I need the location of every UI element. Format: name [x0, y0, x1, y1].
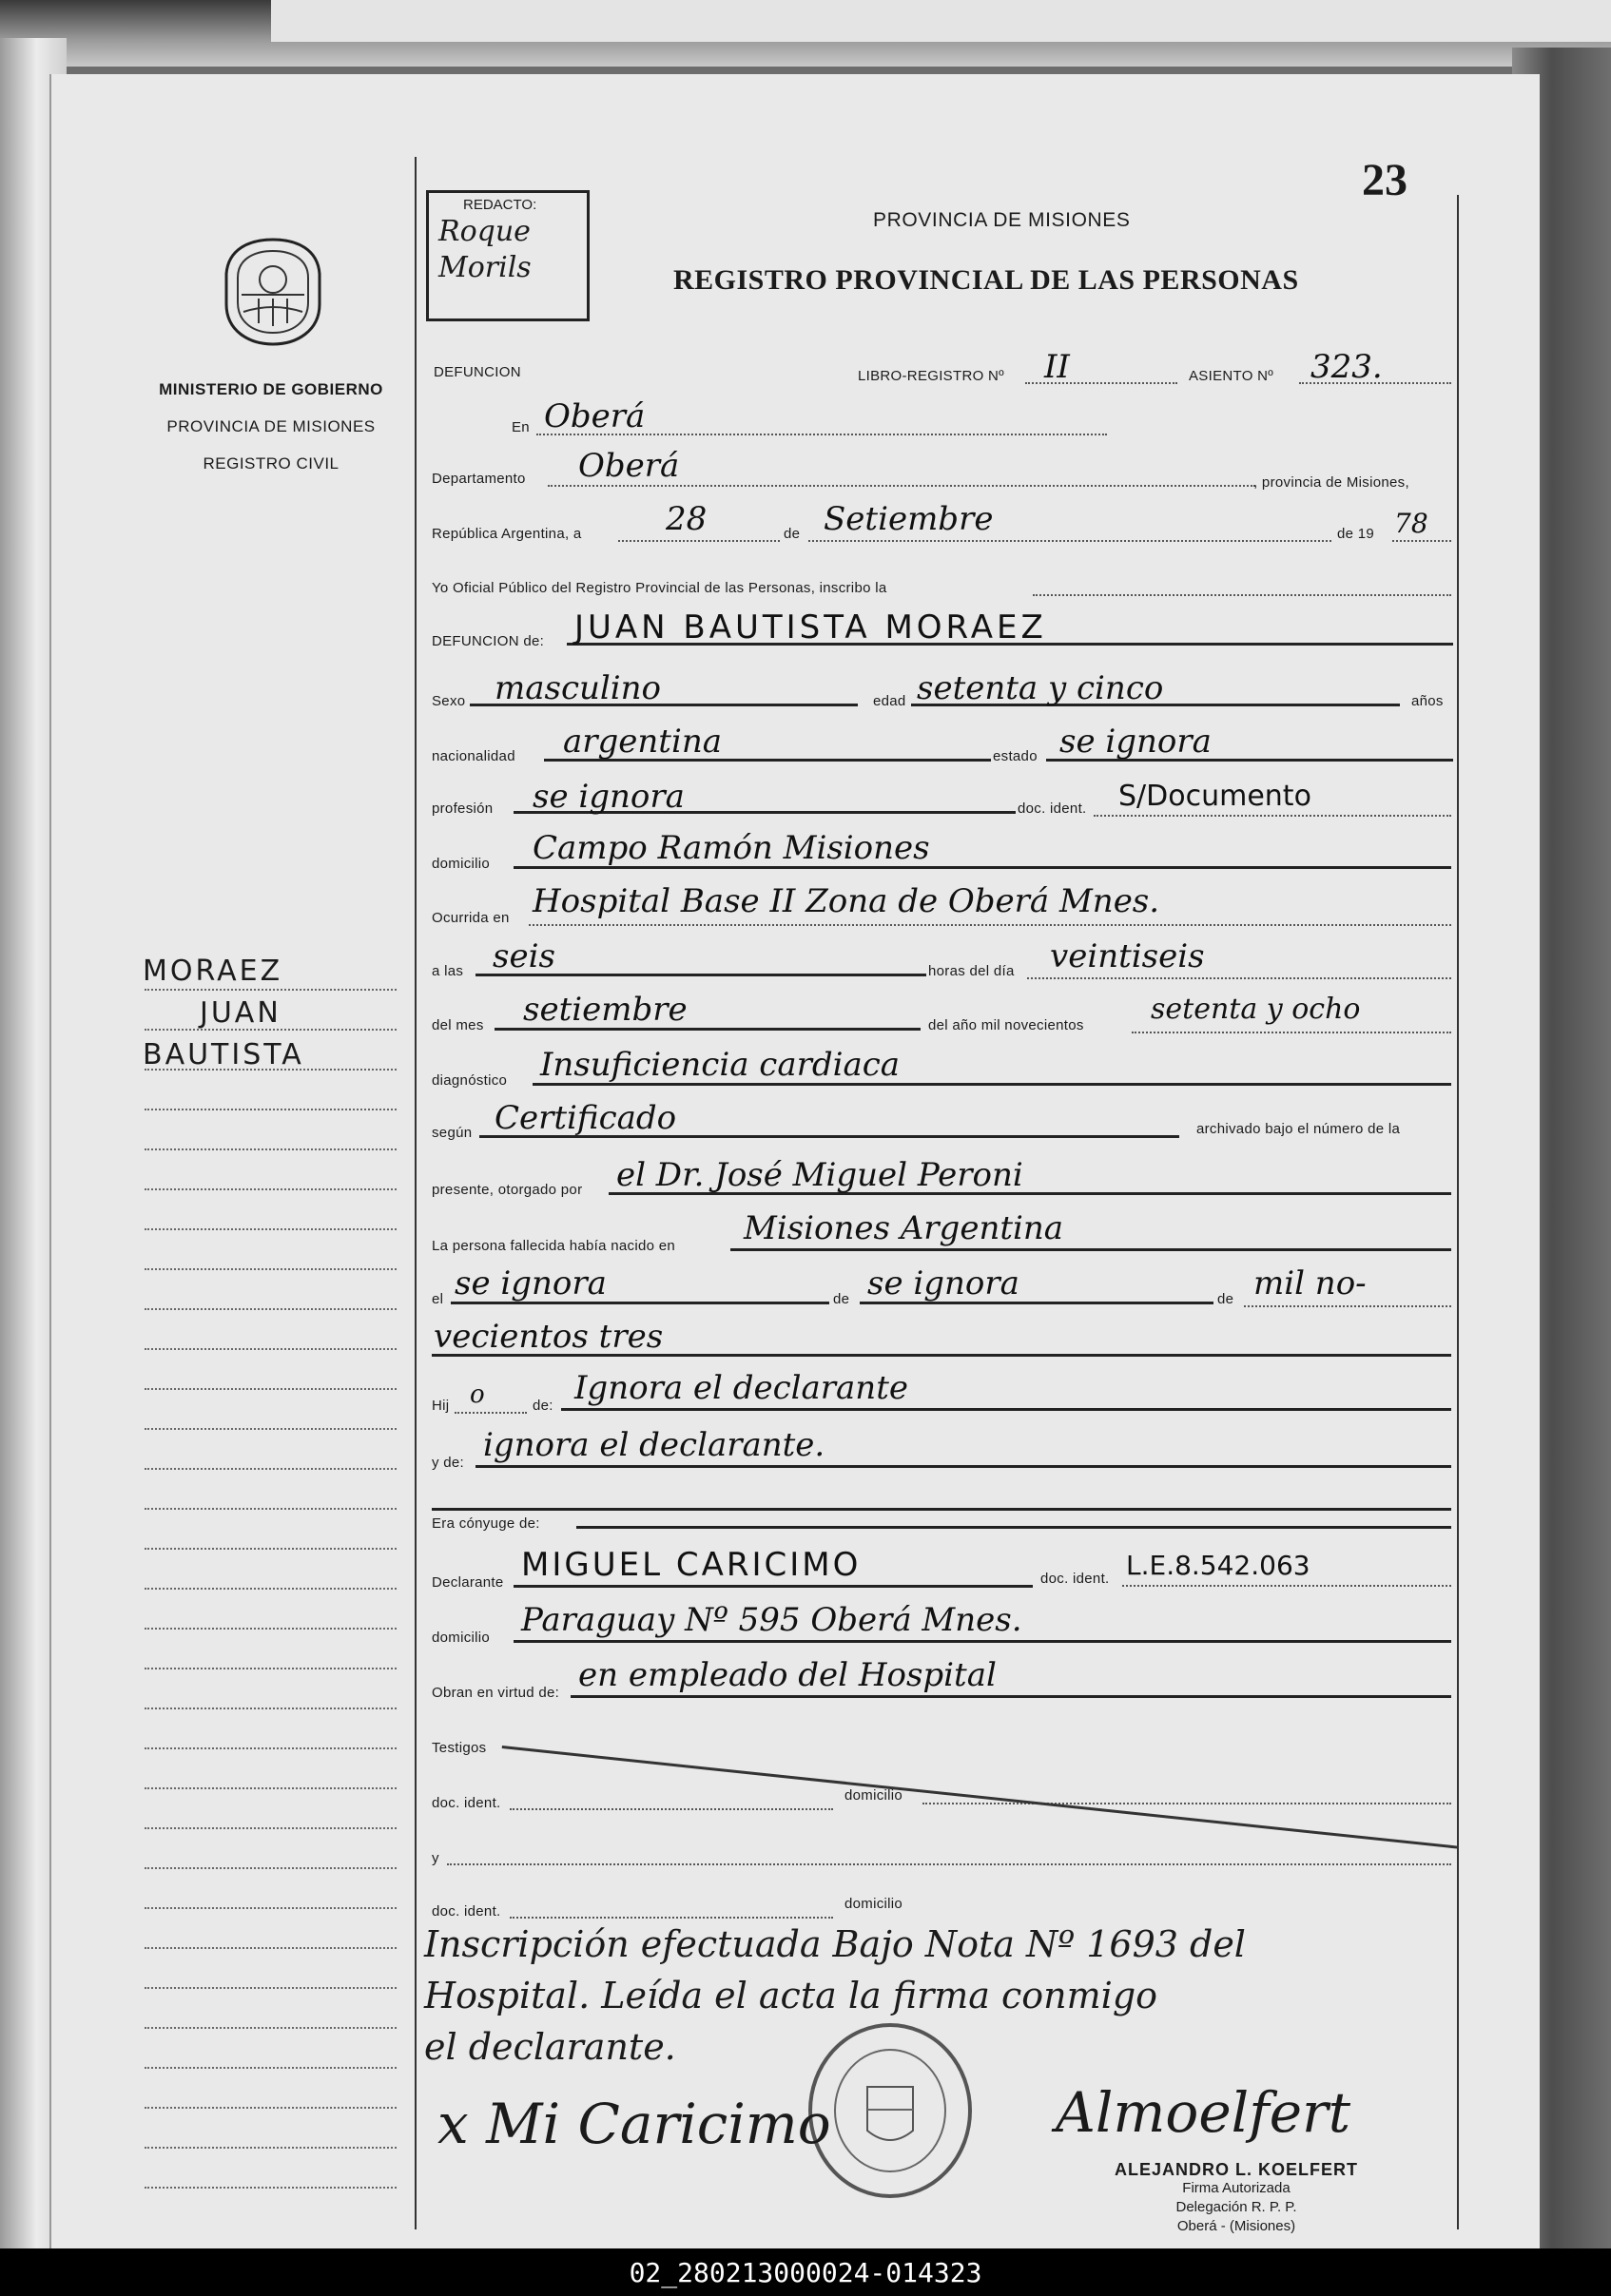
- line-ocurrida: [529, 924, 1451, 926]
- label-de-nac-mes: de: [833, 1291, 850, 1307]
- line-yo-oficial: [1033, 594, 1451, 596]
- label-asiento: ASIENTO Nº: [1189, 368, 1274, 384]
- line-padre: [561, 1408, 1451, 1411]
- label-y: y: [432, 1850, 439, 1866]
- value-nac-anio-b: vecientos tres: [434, 1318, 664, 1356]
- margin-ruling-line: [145, 1907, 397, 1909]
- value-diagnostico: Insuficiencia cardiaca: [540, 1046, 901, 1084]
- label-declarante-doc: doc. ident.: [1040, 1571, 1110, 1587]
- value-dia-muerte: veintiseis: [1050, 937, 1205, 975]
- label-doc-ident: doc. ident.: [1018, 801, 1087, 817]
- label-diagnostico: diagnóstico: [432, 1072, 508, 1089]
- margin-ruling-line: [145, 1308, 397, 1310]
- label-de-mes: de: [784, 526, 801, 542]
- page-number: 23: [1362, 155, 1407, 205]
- redacto-box: [426, 190, 590, 321]
- margin-ruling-line: [145, 1668, 397, 1669]
- value-otorgado: el Dr. José Miguel Peroni: [616, 1156, 1023, 1194]
- label-del-mes: del mes: [432, 1017, 484, 1033]
- line-declarante-doc: [1122, 1585, 1451, 1587]
- line-declarante: [514, 1585, 1033, 1588]
- margin-ruling-line: [145, 2147, 397, 2149]
- label-segun: según: [432, 1125, 473, 1141]
- official-title: Firma Autorizada: [1182, 2180, 1291, 2196]
- margin-ruling-line: [145, 989, 397, 991]
- value-libro: II: [1044, 348, 1070, 386]
- margin-divider: [415, 157, 417, 2229]
- label-estado: estado: [993, 748, 1038, 764]
- label-anios: años: [1411, 693, 1444, 709]
- margin-ruling-line: [145, 1508, 397, 1510]
- margin-ruling-line: [145, 1947, 397, 1949]
- margin-ruling-line: [145, 1388, 397, 1390]
- value-nombre: JUAN BAUTISTA MORAEZ: [574, 608, 1047, 646]
- margin-ruling-line: [145, 1628, 397, 1630]
- label-republica: República Argentina, a: [432, 526, 582, 542]
- official-delegacion: Delegación R. P. P.: [1175, 2199, 1297, 2215]
- redacto-label: REDACTO:: [463, 197, 537, 213]
- value-nac-mes: se ignora: [867, 1264, 1019, 1302]
- value-nac-dia: se ignora: [455, 1264, 607, 1302]
- value-anio: 78: [1394, 508, 1428, 539]
- official-stamp: [1094, 2160, 1379, 2236]
- label-yo-oficial: Yo Oficial Público del Registro Provincial de las Personas, inscribo la: [432, 580, 887, 596]
- label-presente: presente, otorgado por: [432, 1182, 583, 1198]
- ministry-registry: REGISTRO CIVIL: [203, 454, 340, 473]
- margin-ruling-line: [145, 1787, 397, 1789]
- official-place: Oberá - (Misiones): [1176, 2218, 1296, 2234]
- margin-note-line2: JUAN: [200, 996, 281, 1030]
- margin-ruling-line: [145, 1987, 397, 1989]
- label-testigo2-doc: doc. ident.: [432, 1903, 501, 1920]
- label-testigo1-doc: doc. ident.: [432, 1795, 501, 1811]
- line-anio-muerte: [1132, 1032, 1451, 1033]
- line-departamento: [548, 485, 1255, 487]
- value-nacionalidad: argentina: [563, 723, 723, 761]
- label-nacido-en: La persona fallecida había nacido en: [432, 1238, 675, 1254]
- value-estado: se ignora: [1059, 723, 1212, 761]
- margin-ruling-line: [145, 1029, 397, 1031]
- label-el: el: [432, 1291, 444, 1307]
- value-asiento: 323.: [1310, 348, 1383, 386]
- label-profesion: profesión: [432, 801, 494, 817]
- margin-ruling-line: [145, 2067, 397, 2069]
- label-hij: Hij: [432, 1398, 450, 1414]
- redacto-name: [438, 214, 532, 286]
- label-de-nac-anio: de: [1217, 1291, 1234, 1307]
- official-signature: Almoelfert: [1056, 2080, 1351, 2145]
- redacto-name-line1: Roque: [438, 215, 531, 248]
- value-profesion: se ignora: [533, 778, 685, 816]
- line-testigo1-domicilio: [922, 1803, 1451, 1804]
- line-nac-anio: [1244, 1305, 1451, 1307]
- line-conyuge: [576, 1526, 1451, 1529]
- label-nacionalidad: nacionalidad: [432, 748, 515, 764]
- label-horas-del-dia: horas del día: [928, 963, 1015, 979]
- margin-ruling-line: [145, 1148, 397, 1150]
- redacto-name-line2: Morils: [438, 251, 532, 284]
- line-madre: [476, 1465, 1451, 1468]
- note-line-2: Hospital. Leída el acta la firma conmigo: [424, 1975, 1158, 2016]
- ministry-header: [143, 371, 399, 482]
- value-nacido-en: Misiones Argentina: [744, 1209, 1064, 1247]
- margin-ruling-line: [145, 1428, 397, 1430]
- label-de-anio: de 19: [1337, 526, 1375, 542]
- note-line-1: Inscripción efectuada Bajo Nota Nº 1693 del: [424, 1923, 1246, 1965]
- margin-ruling-line: [145, 2187, 397, 2189]
- line-testigo-y: [447, 1863, 1451, 1865]
- value-declarante: MIGUEL CARICIMO: [521, 1546, 862, 1584]
- label-testigos: Testigos: [432, 1740, 487, 1756]
- line-hij: [455, 1412, 527, 1414]
- margin-ruling-line: [145, 1069, 397, 1071]
- ministry-province: PROVINCIA DE MISIONES: [166, 417, 376, 435]
- value-ocurrida: Hospital Base II Zona de Oberá Mnes.: [533, 882, 1160, 920]
- label-testigo1-domicilio: domicilio: [844, 1787, 903, 1804]
- line-dia: [618, 540, 780, 542]
- header-province: PROVINCIA DE MISIONES: [873, 209, 1131, 231]
- value-hij-suffix: o: [470, 1380, 485, 1409]
- margin-ruling-line: [145, 1708, 397, 1709]
- value-edad: setenta y cinco: [917, 669, 1164, 707]
- label-provincia-misiones: , provincia de Misiones,: [1253, 474, 1409, 491]
- margin-ruling-line: [145, 2027, 397, 2029]
- value-domicilio: Campo Ramón Misiones: [533, 829, 930, 867]
- line-mes: [808, 540, 1331, 542]
- official-name: ALEJANDRO L. KOELFERT: [1114, 2160, 1358, 2179]
- previous-page-edge: [271, 0, 1611, 42]
- line-extra: [432, 1508, 1451, 1511]
- margin-ruling-line: [145, 1548, 397, 1550]
- value-declarante-doc: L.E.8.542.063: [1126, 1550, 1310, 1581]
- margin-ruling-line: [145, 1867, 397, 1869]
- value-mes: Setiembre: [824, 500, 994, 538]
- line-testigo1-doc: [510, 1808, 833, 1810]
- value-padre: Ignora el declarante: [574, 1369, 908, 1407]
- label-obran: Obran en virtud de:: [432, 1685, 560, 1701]
- declarante-signature: x Mi Caricimo: [437, 2092, 831, 2156]
- margin-ruling-line: [145, 1468, 397, 1470]
- label-del-anio: del año mil novecientos: [928, 1017, 1084, 1033]
- margin-ruling-line: [145, 1268, 397, 1270]
- footer-id: 02_280213000024-014323: [629, 2256, 982, 2288]
- value-doc-ident: S/Documento: [1118, 780, 1311, 813]
- scan-background-top: [0, 0, 1611, 67]
- line-anio: [1392, 540, 1451, 542]
- label-ocurrida: Ocurrida en: [432, 910, 510, 926]
- label-testigo2-domicilio: domicilio: [844, 1896, 903, 1912]
- header-registry: REGISTRO PROVINCIAL DE LAS PERSONAS: [673, 264, 1299, 296]
- line-nacido-en: [730, 1248, 1451, 1251]
- label-sexo: Sexo: [432, 693, 466, 709]
- label-departamento: Departamento: [432, 471, 526, 487]
- line-dia-muerte: [1027, 977, 1451, 979]
- line-domicilio-declarante: [514, 1640, 1451, 1643]
- line-doc-ident: [1094, 815, 1451, 817]
- value-domicilio-declarante: Paraguay Nº 595 Oberá Mnes.: [521, 1601, 1022, 1639]
- margin-ruling-line: [145, 1588, 397, 1590]
- value-mes-muerte: setiembre: [523, 991, 688, 1029]
- label-declarante: Declarante: [432, 1574, 504, 1591]
- margin-note: [143, 951, 304, 1076]
- value-nac-anio-a: mil no-: [1253, 1264, 1367, 1302]
- label-hij-de: de:: [533, 1398, 553, 1414]
- value-anio-muerte: setenta y ocho: [1151, 993, 1361, 1026]
- provincial-seal-icon: [221, 236, 325, 348]
- value-en: Oberá: [544, 397, 646, 435]
- label-defuncion: DEFUNCION: [434, 364, 521, 380]
- label-y-de: y de:: [432, 1455, 465, 1471]
- label-defuncion-de: DEFUNCION de:: [432, 633, 545, 649]
- label-domicilio: domicilio: [432, 856, 491, 872]
- value-departamento: Oberá: [578, 447, 680, 485]
- label-a-las: a las: [432, 963, 464, 979]
- margin-ruling-line: [145, 1188, 397, 1190]
- margin-ruling-line: [145, 1109, 397, 1110]
- margin-ruling-line: [145, 1348, 397, 1350]
- label-libro: LIBRO-REGISTRO Nº: [858, 368, 1004, 384]
- value-obran: en empleado del Hospital: [578, 1656, 997, 1694]
- ministry-name: MINISTERIO DE GOBIERNO: [159, 380, 383, 398]
- margin-ruling-line: [145, 1228, 397, 1230]
- line-obran: [571, 1695, 1451, 1698]
- margin-ruling-line: [145, 2107, 397, 2109]
- value-hora: seis: [493, 937, 555, 975]
- value-segun: Certificado: [495, 1099, 677, 1137]
- label-domicilio-declarante: domicilio: [432, 1630, 491, 1646]
- value-dia: 28: [666, 500, 708, 538]
- label-conyuge: Era cónyuge de:: [432, 1515, 540, 1532]
- label-archivado: archivado bajo el número de la: [1196, 1121, 1401, 1137]
- label-edad: edad: [873, 693, 906, 709]
- margin-note-line3: BAUTISTA: [143, 1038, 304, 1071]
- footer-bar: [0, 2248, 1611, 2296]
- value-sexo: masculino: [495, 669, 662, 707]
- margin-note-line1: MORAEZ: [143, 955, 283, 988]
- margin-ruling-line: [145, 1747, 397, 1749]
- note-line-3: el declarante.: [424, 2026, 676, 2068]
- margin-ruling-line: [145, 1827, 397, 1829]
- value-madre: ignora el declarante.: [483, 1426, 825, 1464]
- label-en: En: [512, 419, 530, 435]
